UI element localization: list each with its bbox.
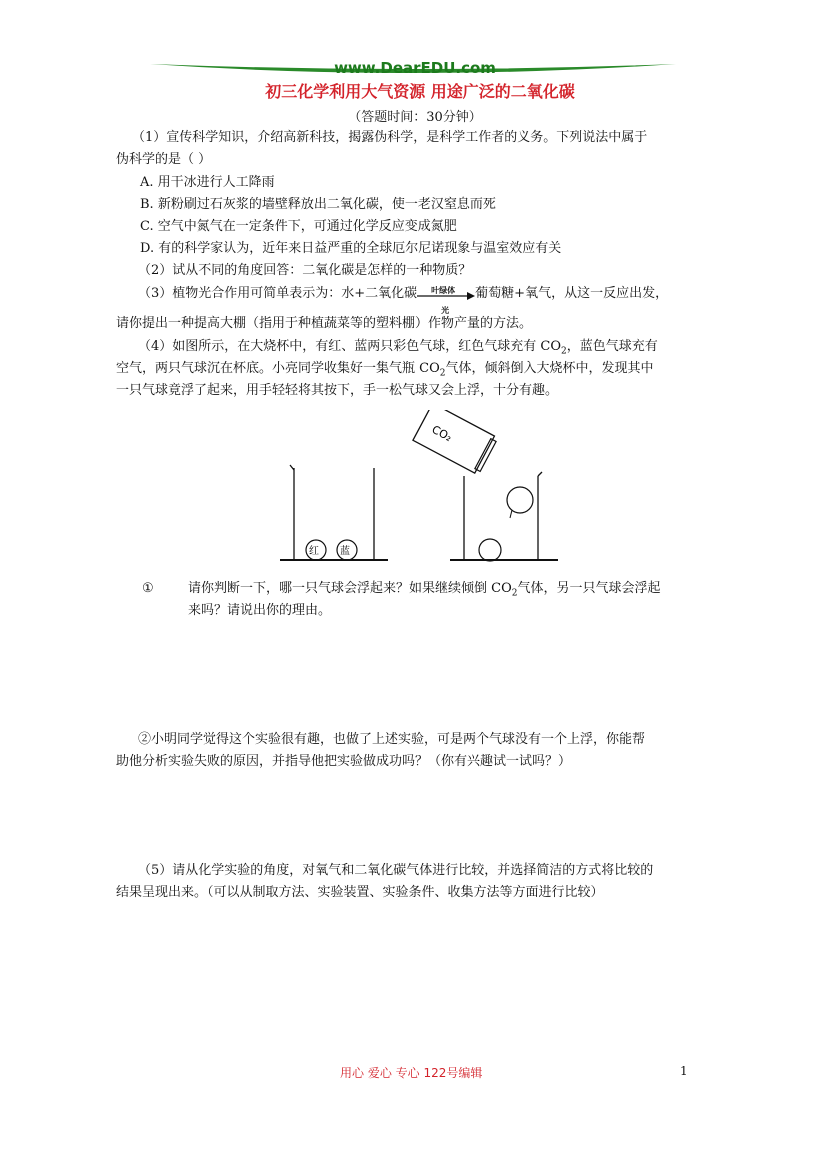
q1-line1: （1）宣传科学知识，介绍高新科技，揭露伪科学，是科学工作者的义务。下列说法中属于 <box>132 130 648 145</box>
q4-sub2-line1: ②小明同学觉得这个实验很有趣，也做了上述实验，可是两个气球没有一个上浮，你能帮 <box>138 732 646 747</box>
q3-part1: （3）植物光合作用可简单表示为：水+二氧化碳 <box>138 286 418 301</box>
arrow-top-label: 叶绿体 <box>431 284 456 295</box>
q5-line2: 结果呈现出来。（可以从制取方法、实验装置、实验条件、收集方法等方面进行比较） <box>116 885 604 900</box>
gas-jar-label: CO₂ <box>429 422 455 445</box>
q4-sub1-line1: 请你判断一下，哪一只气球会浮起来？如果继续倾倒 $CO_2$气体，另一只气球会浮起 <box>188 581 661 599</box>
floating-balloon <box>507 487 533 513</box>
beaker-figure <box>280 410 570 570</box>
right-beaker <box>450 472 558 561</box>
arrow-bottom-label: 光 <box>441 304 450 315</box>
q3-line1 <box>138 283 738 315</box>
page-title: 初三化学利用大气资源 用途广泛的二氧化碳 <box>265 82 575 101</box>
q2-text: （2）试从不同的角度回答：二氧化碳是怎样的一种物质？ <box>138 263 472 278</box>
q4-line2: 空气，两只气球沉在杯底。小亮同学收集好一集气瓶 $CO_2$气体，倾斜倒入大烧杯中，发现其中 <box>116 361 654 379</box>
blue-balloon-label: 蓝 <box>340 546 350 557</box>
left-beaker <box>280 465 388 560</box>
q4-sub1-line2: 来吗？请说出你的理由。 <box>188 603 332 618</box>
footer-text: 用心 爱心 专心 122号编辑 <box>340 1066 483 1080</box>
q1-option-a: A. 用干冰进行人工降雨 <box>140 175 275 190</box>
reaction-arrow <box>417 284 475 315</box>
q4-line1: （4）如图所示，在大烧杯中，有红、蓝两只彩色气球，红色气球充有 $CO_2$，蓝色气球充有 <box>138 339 658 357</box>
time-note: （答题时间：30分钟） <box>348 110 482 125</box>
q1-option-c: C. 空气中氮气在一定条件下，可通过化学反应变成氮肥 <box>140 219 457 234</box>
q4-line3: 一只气球竟浮了起来，用手轻轻将其按下，手一松气球又会上浮，十分有趣。 <box>116 383 559 398</box>
q1-line2: 伪科学的是（ ） <box>116 152 212 167</box>
gas-jar <box>413 410 498 475</box>
site-url: www.DearEDU.com <box>334 59 496 77</box>
q4-sub1-num: ① <box>142 581 154 596</box>
q3-part2: 葡萄糖+氧气，从这一反应出发， <box>475 286 669 301</box>
page-number: 1 <box>680 1064 688 1078</box>
q4-sub2-line2: 助他分析实验失败的原因，并指导他把实验做成功吗？（你有兴趣试一试吗？） <box>116 754 572 769</box>
q5-line1: （5）请从化学实验的角度，对氧气和二氧化碳气体进行比较，并选择简洁的方式将比较的 <box>138 863 654 878</box>
red-balloon-label: 红 <box>309 546 319 557</box>
q1-option-b: B. 新粉刷过石灰浆的墙壁释放出二氧化碳，使一老汉窒息而死 <box>140 197 496 212</box>
q3-line2: 请你提出一种提高大棚（指用于种植蔬菜等的塑料棚）作物产量的方法。 <box>116 316 533 331</box>
q1-option-d: D. 有的科学家认为，近年来日益严重的全球厄尔尼诺现象与温室效应有关 <box>140 241 562 256</box>
sunk-balloon <box>479 539 501 561</box>
